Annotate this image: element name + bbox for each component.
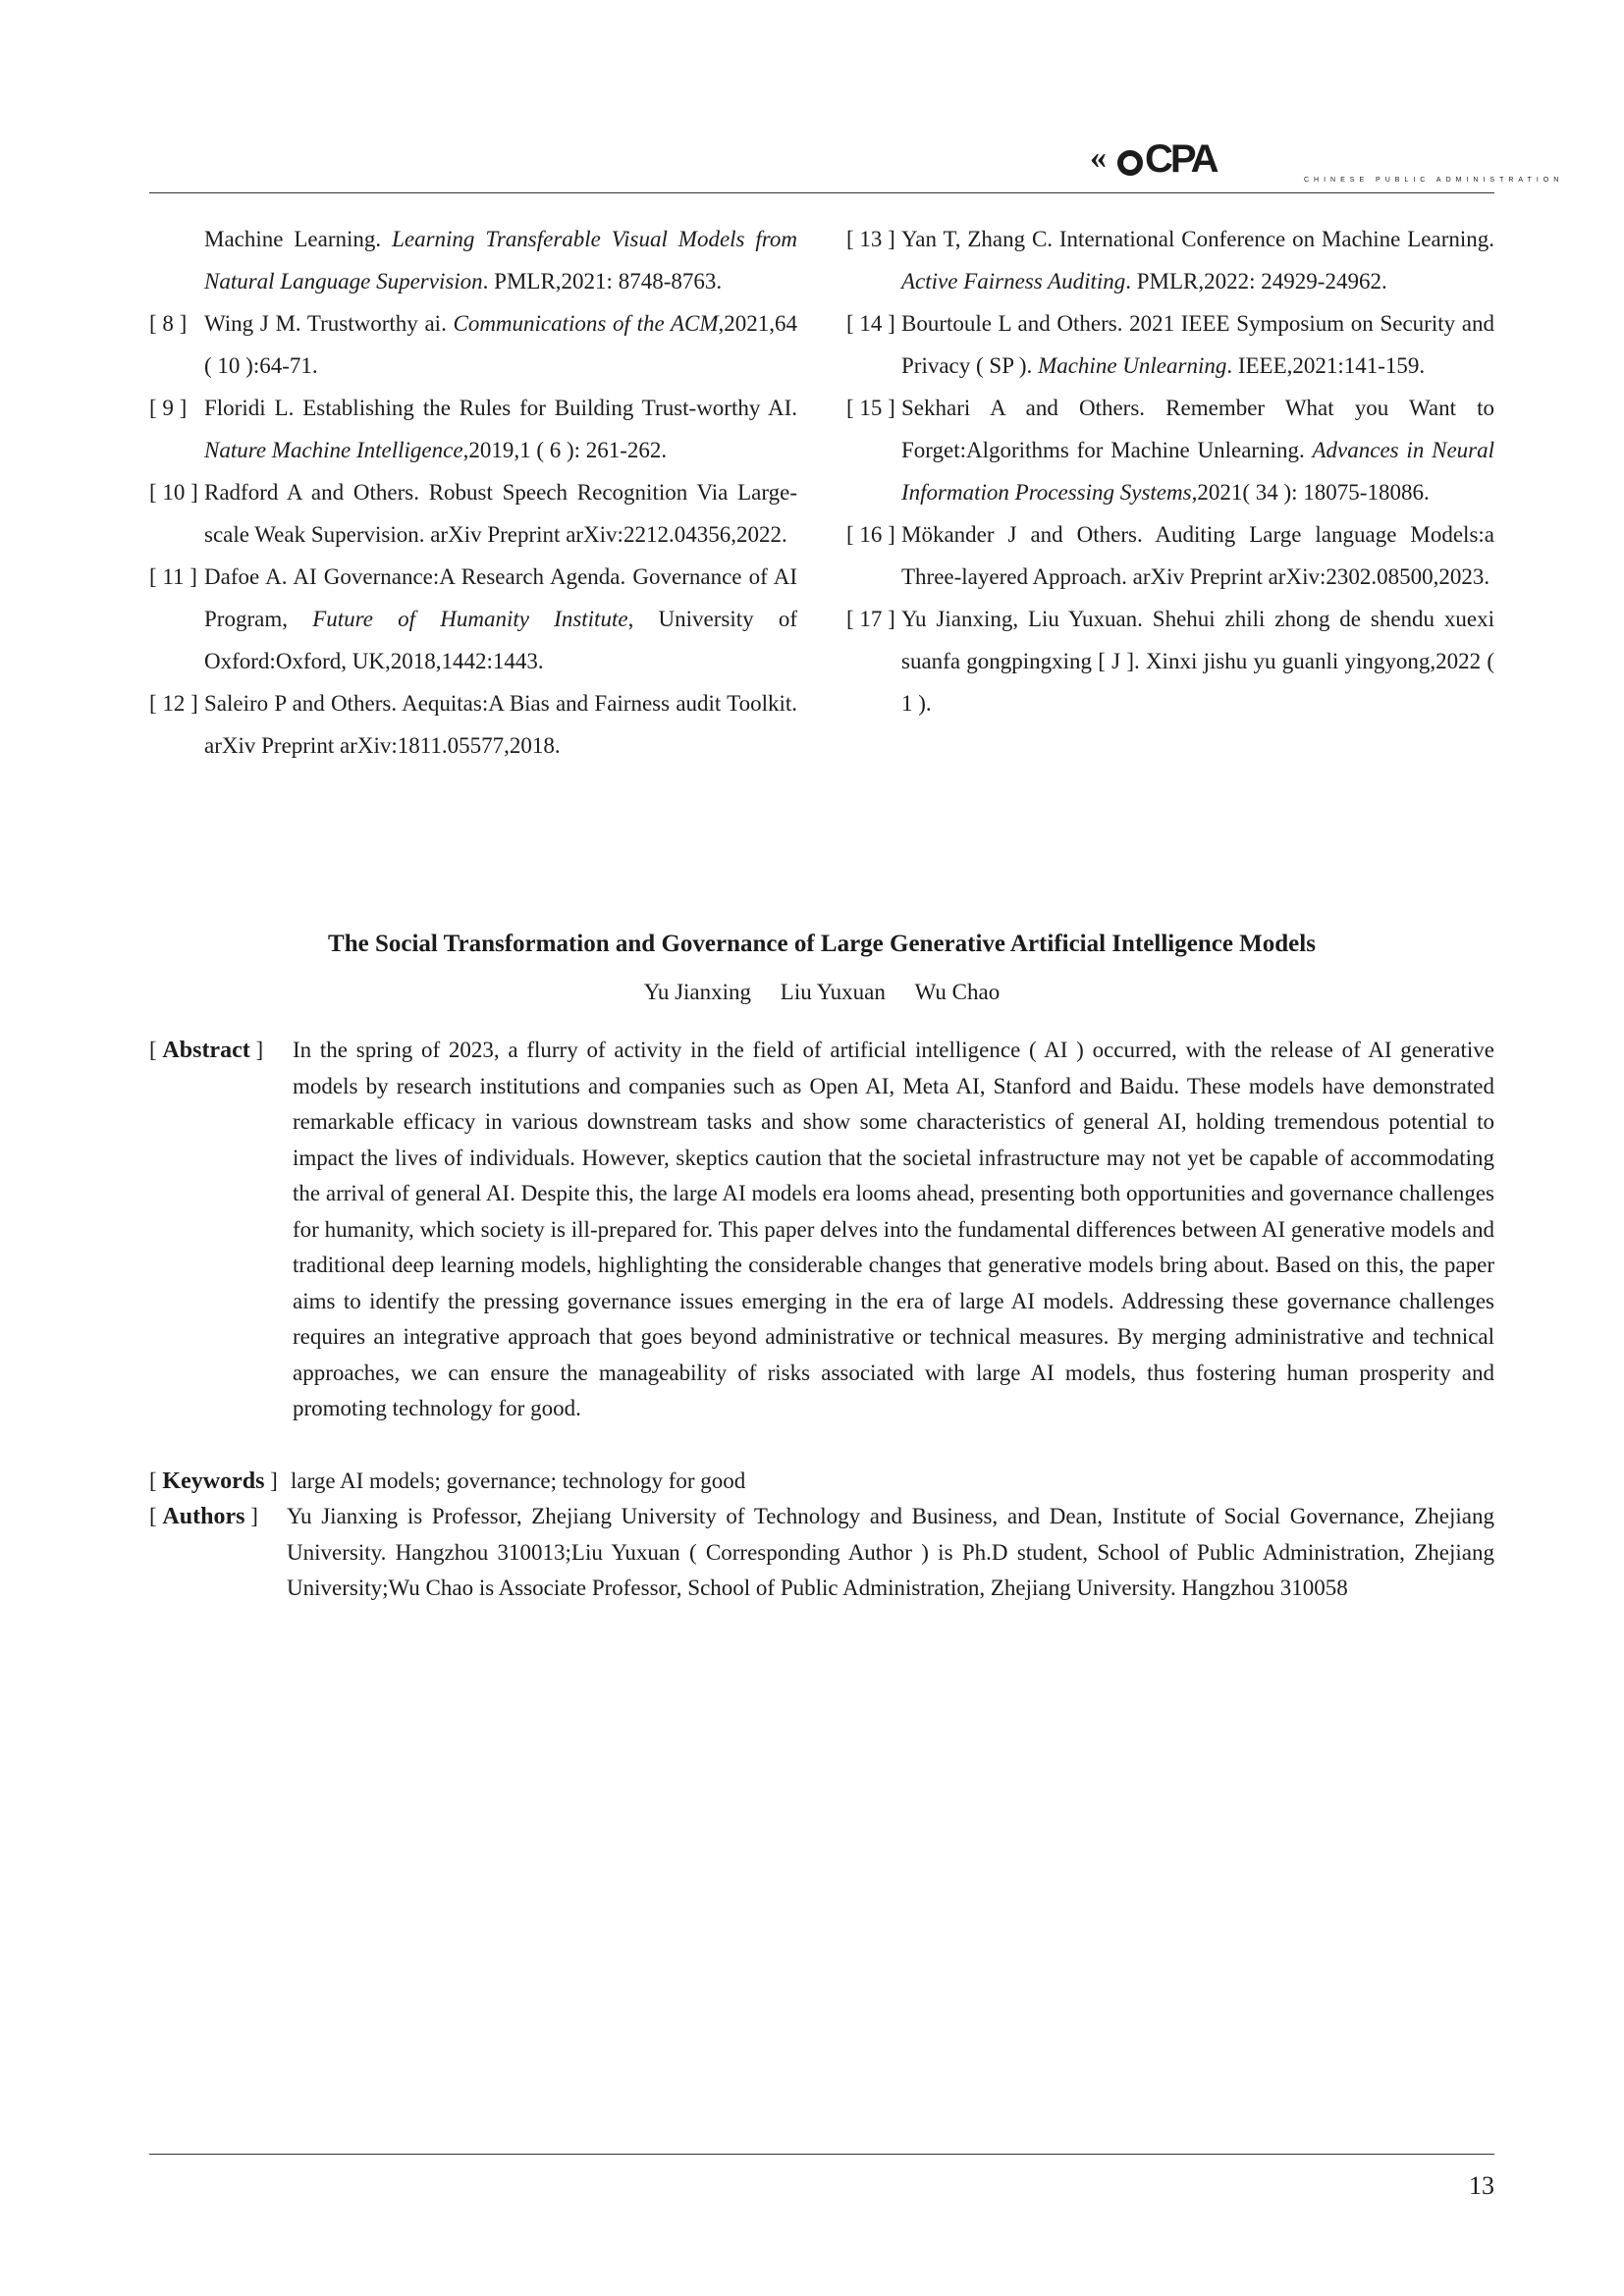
reference-text: Sekhari A and Others. Remember What you Want to Forget:Algorithms for Machine Unlearning.: [901, 396, 1494, 462]
references-right-column: [846, 218, 1494, 724]
reference-number: [ 10 ]: [149, 480, 198, 505]
reference-source-title: Communications of the ACM: [453, 311, 719, 336]
reference-text: Mökander J and Others. Auditing Large language Models:a Three-layered Approach. arXiv Preprint arXiv:2302.08500,2023.: [901, 522, 1494, 589]
reference-source-title: Future of Humanity Institute: [312, 607, 628, 631]
reference-text: ,2019,1 ( 6 ): 261-262.: [462, 438, 668, 462]
reference-text: Dafoe A. AI Governance:A Research Agenda. Governance of AI Program,: [204, 564, 797, 631]
cpa-logo-icon: CPA: [1117, 137, 1216, 182]
authors-label: [ Authors ]: [149, 1504, 258, 1529]
reference-text: . PMLR,2022: 24929-24962.: [1125, 269, 1387, 294]
keywords-block: [149, 1464, 1494, 1500]
reference-text: Floridi L. Establishing the Rules for Building Trust-worthy AI.: [204, 396, 797, 420]
header-divider: [149, 192, 1494, 193]
reference-item: [204, 218, 797, 302]
page-number: 13: [1469, 2171, 1494, 2200]
authors-block: [149, 1499, 1494, 1607]
reference-source-title: Learning Transferable Visual Models from Natural Language Supervision: [204, 227, 797, 294]
reference-item: [846, 218, 1494, 302]
running-head: [149, 133, 1564, 192]
reference-source-title: Nature Machine Intelligence: [204, 438, 463, 462]
english-author-names: [149, 980, 1494, 1005]
reference-text: Saleiro P and Others. Aequitas:A Bias and Fairness audit Toolkit. arXiv Preprint arXiv:1811.05577,2018.: [204, 691, 797, 758]
reference-text: Radford A and Others. Robust Speech Recognition Via Large-scale Weak Supervision. arXiv Preprint arXiv:2212.04356,2022.: [204, 480, 797, 547]
reference-text: Yan T, Zhang C. International Conference on Machine Learning.: [901, 227, 1494, 251]
references-left-column: [149, 218, 797, 767]
reference-text: ,2021,64 ( 10 ):64-71.: [204, 311, 797, 378]
authors-affiliation-text: Yu Jianxing is Professor, Zhejiang University of Technology and Business, and Dean, Institute of Social Governance, Zhejiang University. Hangzhou 310013;Liu Yuxuan ( Corresponding Author ) is Ph.D student, School of Public Administration, Zhejiang University;Wu Chao is Associate Professor, School of Public Administration, Zhejiang University. Hangzhou 310058: [287, 1504, 1494, 1600]
reference-text: Wing J M. Trustworthy ai.: [204, 311, 454, 336]
reference-source-title: Advances in Neural Information Processing Systems: [901, 438, 1494, 505]
reference-text: , University of Oxford:Oxford, UK,2018,1442:1443.: [204, 607, 797, 673]
reference-item: [846, 387, 1494, 513]
reference-text: . PMLR,2021: 8748-8763.: [482, 269, 723, 294]
reference-item: [149, 387, 797, 471]
reference-item: [149, 682, 797, 767]
reference-text: Yu Jianxing, Liu Yuxuan. Shehui zhili zhong de shendu xuexi suanfa gongpingxing [ J ]. Xinxi jishu yu guanli yingyong,2022 ( 1 ).: [901, 607, 1494, 716]
reference-text: Machine Learning.: [204, 227, 393, 251]
reference-text: . IEEE,2021:141-159.: [1226, 353, 1426, 378]
footer-divider: [149, 2154, 1494, 2155]
reference-item: [846, 598, 1494, 724]
abstract-label: [ Abstract ]: [149, 1038, 264, 1063]
reference-number: [ 15 ]: [846, 396, 895, 420]
journal-logo: [1117, 133, 1564, 192]
reference-source-title: Active Fairness Auditing: [901, 269, 1126, 294]
keywords-label: [ Keywords ]: [149, 1468, 278, 1494]
reference-text: Bourtoule L and Others. 2021 IEEE Symposium on Security and Privacy ( SP ).: [901, 311, 1494, 378]
reference-number: [ 17 ]: [846, 607, 895, 631]
author-name: Liu Yuxuan: [780, 980, 886, 1004]
reference-item: [846, 513, 1494, 598]
reference-source-title: Machine Unlearning: [1038, 353, 1227, 378]
abstract-block: [149, 1033, 1494, 1427]
keywords-text: large AI models; governance; technology for good: [291, 1468, 746, 1493]
reference-number: [ 11 ]: [149, 564, 197, 589]
reference-number: [ 13 ]: [846, 227, 895, 251]
reference-text: ,2021( 34 ): 18075-18086.: [1191, 480, 1430, 505]
double-chevron-icon: «: [1090, 139, 1107, 176]
author-name: Yu Jianxing: [643, 980, 752, 1004]
reference-number: [ 14 ]: [846, 311, 895, 336]
reference-item: [149, 556, 797, 682]
reference-number: [ 9 ]: [149, 396, 188, 420]
author-name: Wu Chao: [914, 980, 1001, 1004]
reference-item: [846, 302, 1494, 387]
english-article-title: The Social Transformation and Governance of Large Generative Artificial Intelligence Models: [328, 931, 1316, 957]
journal-english-name: CHINESE PUBLIC ADMINISTRATION: [1304, 177, 1564, 184]
reference-item: [149, 302, 797, 387]
reference-number: [ 16 ]: [846, 522, 895, 547]
reference-number: [ 12 ]: [149, 691, 198, 716]
abstract-text: In the spring of 2023, a flurry of activity in the field of artificial intelligence ( AI ) occurred, with the release of AI generative models by research institutions and companies such as Open AI, Meta AI, Stanford and Baidu. These models have demonstrated remarkable efficacy in various downstream tasks and show some characteristics of general AI, holding tremendous potential to impact the lives of individuals. However, skeptics caution that the societal infrastructure may not yet be capable of accommodating the arrival of general AI. Despite this, the large AI models era looms ahead, presenting both opportunities and governance challenges for humanity, which society is ill-prepared for. This paper delves into the fundamental differences between AI generative models and traditional deep learning models, highlighting the considerable changes that generative models bring about. Based on this, the paper aims to identify the pressing governance issues emerging in the era of large AI models. Addressing these governance challenges requires an integrative approach that goes beyond administrative or technical measures. By merging administrative and technical approaches, we can ensure the manageability of risks associated with large AI models, thus fostering human prosperity and promoting technology for good.: [293, 1038, 1494, 1420]
reference-item: [149, 471, 797, 556]
reference-number: [ 8 ]: [149, 311, 188, 336]
